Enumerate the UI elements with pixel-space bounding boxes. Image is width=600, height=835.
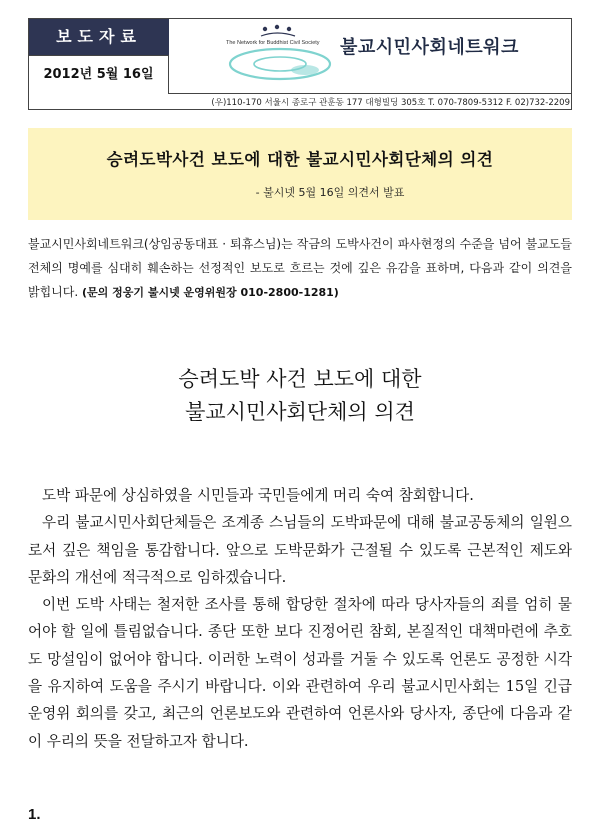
release-title: 승려도박사건 보도에 대한 불교시민사회단체의 의견	[106, 150, 494, 169]
main-title-line2: 불교시민사회단체의 의견	[185, 400, 415, 424]
body-paragraph-3: 이번 도박 사태는 철저한 조사를 통해 합당한 절차에 따라 당사자들의 죄를 엄히 물어야 할 일에 틀림없습니다. 종단 또한 보다 진정어린 참회, 본질적인 대책마련에 추호도 망설임이 없어야 합니다. 이러한 노력이 성과를 거둘 수 있도록 언론도 공정한 시각을 유지하여 도움을 주시기 바랍니다. 이와 관련하여 우리 불교시민사회는 15일 긴급 운영위 회의를 갖고, 최근의 언론보도와 관련하여 언론사와 당사자, 종단에 다음과 같이 우리의 뜻을 전달하고자 합니다.	[28, 596, 572, 750]
release-date: 2012년 5월 16일	[29, 55, 169, 94]
main-title-line1: 승려도박 사건 보도에 대한	[178, 367, 422, 391]
release-subtitle: - 불시넷 5월 16일 의견서 발표	[255, 186, 405, 199]
intro-paragraph	[28, 232, 572, 305]
header-divider	[169, 93, 571, 94]
release-title-box	[28, 128, 572, 220]
statement-body	[28, 482, 572, 755]
contact-info: (문의 정웅기 불시넷 운영위원장 010-2800-1281)	[82, 286, 339, 299]
intro-text: 불교시민사회네트워크(상임공동대표 · 퇴휴스님)는 작금의 도박사건이 파사현정의 수준을 넘어 불교도들 전체의 명예를 심대히 훼손하는 선정적인 보도로 흐르는 것에 깊은 유감을 표하며, 다음과 같이 의견을 밝힙니다.	[28, 237, 572, 299]
body-paragraph-1: 도박 파문에 상심하였을 시민들과 국민들에게 머리 숙여 참회합니다.	[42, 487, 474, 504]
organization-logo	[225, 22, 335, 86]
logo-caption: The Network for Buddhist Civil Society	[226, 40, 320, 46]
list-number: 1.	[28, 806, 41, 823]
press-release-label: 보도자료	[29, 19, 169, 55]
body-paragraph-2: 우리 불교시민사회단체들은 조계종 스님들의 도박파문에 대해 불교공동체의 일원으로서 깊은 책임을 통감합니다. 앞으로 도박문화가 근절될 수 있도록 근본적인 제도와 문화의 개선에 적극적으로 임하겠습니다.	[28, 514, 572, 586]
organization-address: (우)110-170 서울시 종로구 관훈동 177 대형빌딩 305호 T. 070-7809-5312 F. 02)732-2209	[211, 98, 570, 108]
main-title	[28, 363, 572, 429]
organization-name: 불교시민사회네트워크	[340, 37, 519, 58]
